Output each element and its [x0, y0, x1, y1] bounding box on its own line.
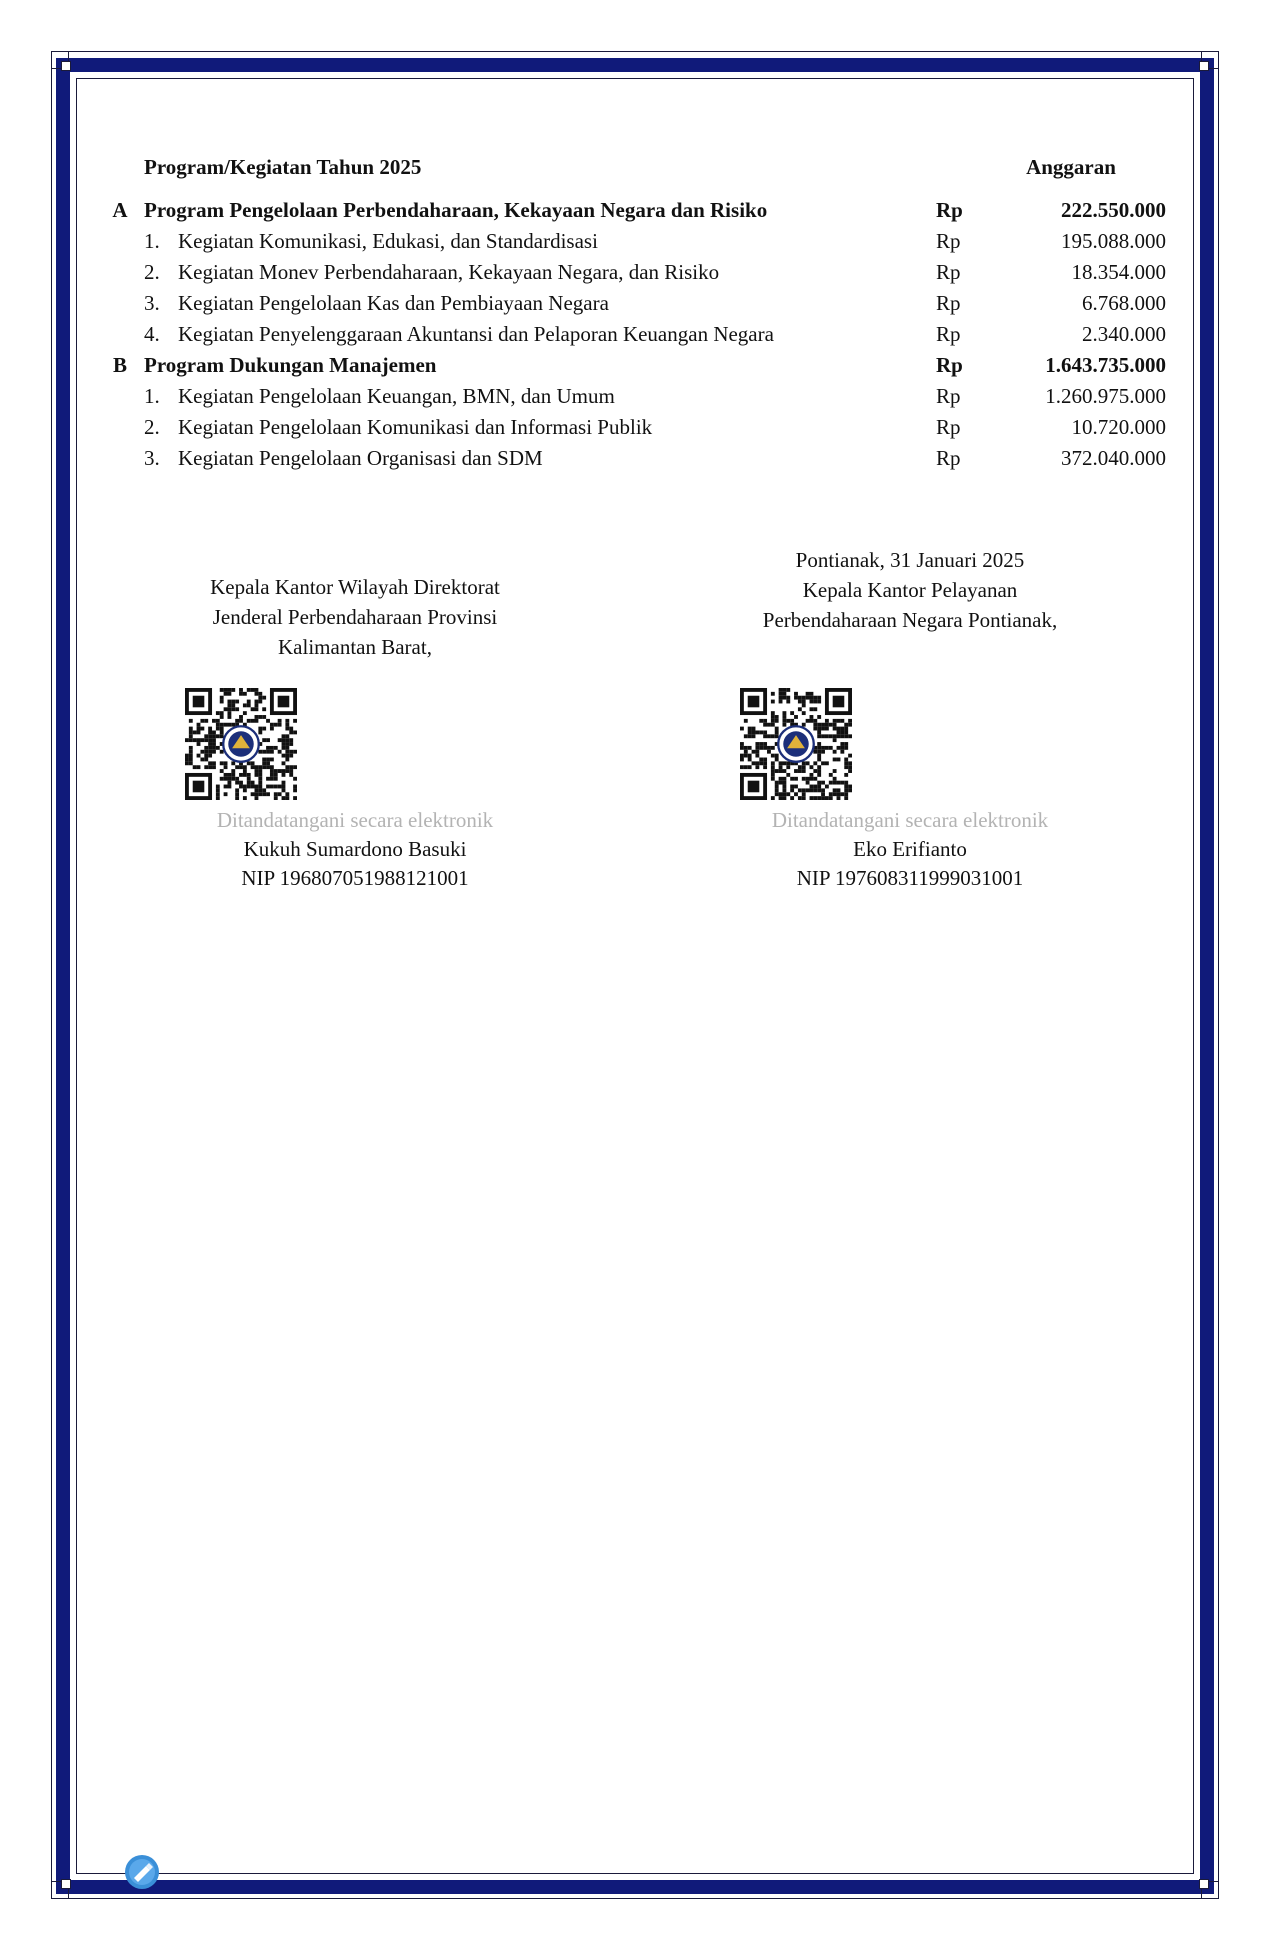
activity-currency: Rp	[936, 415, 961, 439]
activity-number: 2.	[144, 415, 160, 439]
signer-title-line: Perbendaharaan Negara Pontianak,	[762, 608, 1058, 632]
activity-row	[96, 319, 1166, 350]
program-code: B	[112, 353, 127, 377]
qr-code-icon	[185, 688, 297, 800]
program-amount: 222.550.000	[1061, 198, 1166, 222]
signer-block-left	[175, 806, 535, 893]
frame-corner-bottom-right	[1191, 1871, 1221, 1901]
frame-corner-bottom-left	[49, 1871, 79, 1901]
activity-name: Kegiatan Pengelolaan Kas dan Pembiayaan Negara	[178, 291, 609, 315]
activity-row	[96, 443, 1166, 474]
signer-nip: NIP 196807051988121001	[241, 866, 469, 890]
activity-amount: 1.260.975.000	[1045, 384, 1166, 408]
activity-currency: Rp	[936, 260, 961, 284]
activity-currency: Rp	[936, 322, 961, 346]
program-row-b	[96, 350, 1166, 381]
activity-number: 1.	[144, 229, 160, 253]
signer-title-line: Kepala Kantor Wilayah Direktorat	[210, 575, 500, 599]
signer-nip: NIP 197608311999031001	[796, 866, 1024, 890]
activity-currency: Rp	[936, 291, 961, 315]
ministry-emblem-icon	[778, 726, 814, 762]
program-name: Program Dukungan Manajemen	[144, 353, 437, 377]
activity-name: Kegiatan Monev Perbendaharaan, Kekayaan Negara, dan Risiko	[178, 260, 720, 284]
frame-corner-top-right	[1191, 49, 1221, 79]
budget-table	[96, 152, 1166, 474]
signer-name: Kukuh Sumardono Basuki	[243, 837, 467, 861]
activity-name: Kegiatan Komunikasi, Edukasi, dan Standardisasi	[178, 229, 598, 253]
activity-row	[96, 226, 1166, 257]
signer-title-line: Kepala Kantor Pelayanan	[802, 578, 1018, 602]
activity-name: Kegiatan Pengelolaan Keuangan, BMN, dan Umum	[178, 384, 615, 408]
activity-amount: 6.768.000	[1082, 291, 1166, 315]
frame-corner-top-left	[49, 49, 79, 79]
qr-code-icon	[740, 688, 852, 800]
signer-title-line: Kalimantan Barat,	[278, 635, 432, 659]
program-name: Program Pengelolaan Perbendaharaan, Kekayaan Negara dan Risiko	[144, 198, 768, 222]
signed-electronically-note: Ditandatangani secara elektronik	[771, 808, 1049, 832]
program-amount: 1.643.735.000	[1045, 353, 1166, 377]
signer-name: Eko Erifianto	[853, 837, 967, 861]
program-code: A	[112, 198, 128, 222]
header-program: Program/Kegiatan Tahun 2025	[144, 155, 422, 179]
activity-name: Kegiatan Pengelolaan Organisasi dan SDM	[178, 446, 543, 470]
document-badge-icon	[124, 1854, 160, 1890]
activity-number: 3.	[144, 291, 160, 315]
activity-number: 4.	[144, 322, 160, 346]
activity-number: 2.	[144, 260, 160, 284]
activity-currency: Rp	[936, 229, 961, 253]
header-budget: Anggaran	[1026, 155, 1116, 179]
signed-electronically-note: Ditandatangani secara elektronik	[216, 808, 494, 832]
program-currency: Rp	[936, 353, 963, 377]
activity-number: 1.	[144, 384, 160, 408]
signature-title-left	[175, 572, 535, 662]
signer-block-right	[720, 806, 1100, 893]
activity-number: 3.	[144, 446, 160, 470]
program-currency: Rp	[936, 198, 963, 222]
activity-amount: 195.088.000	[1061, 229, 1166, 253]
activity-name: Kegiatan Penyelenggaraan Akuntansi dan Pelaporan Keuangan Negara	[178, 322, 774, 346]
activity-name: Kegiatan Pengelolaan Komunikasi dan Informasi Publik	[178, 415, 653, 439]
activity-row	[96, 257, 1166, 288]
activity-currency: Rp	[936, 446, 961, 470]
activity-amount: 2.340.000	[1082, 322, 1166, 346]
activity-currency: Rp	[936, 384, 961, 408]
ministry-emblem-icon	[223, 726, 259, 762]
place-date: Pontianak, 31 Januari 2025	[795, 548, 1025, 572]
activity-amount: 372.040.000	[1061, 446, 1166, 470]
activity-row	[96, 381, 1166, 412]
activity-row	[96, 288, 1166, 319]
activity-amount: 10.720.000	[1071, 415, 1166, 439]
signer-title-line: Jenderal Perbendaharaan Provinsi	[212, 605, 498, 629]
activity-amount: 18.354.000	[1071, 260, 1166, 284]
activity-row	[96, 412, 1166, 443]
signature-title-right	[720, 545, 1100, 635]
program-row-a	[96, 195, 1166, 226]
table-header-row	[96, 152, 1166, 195]
